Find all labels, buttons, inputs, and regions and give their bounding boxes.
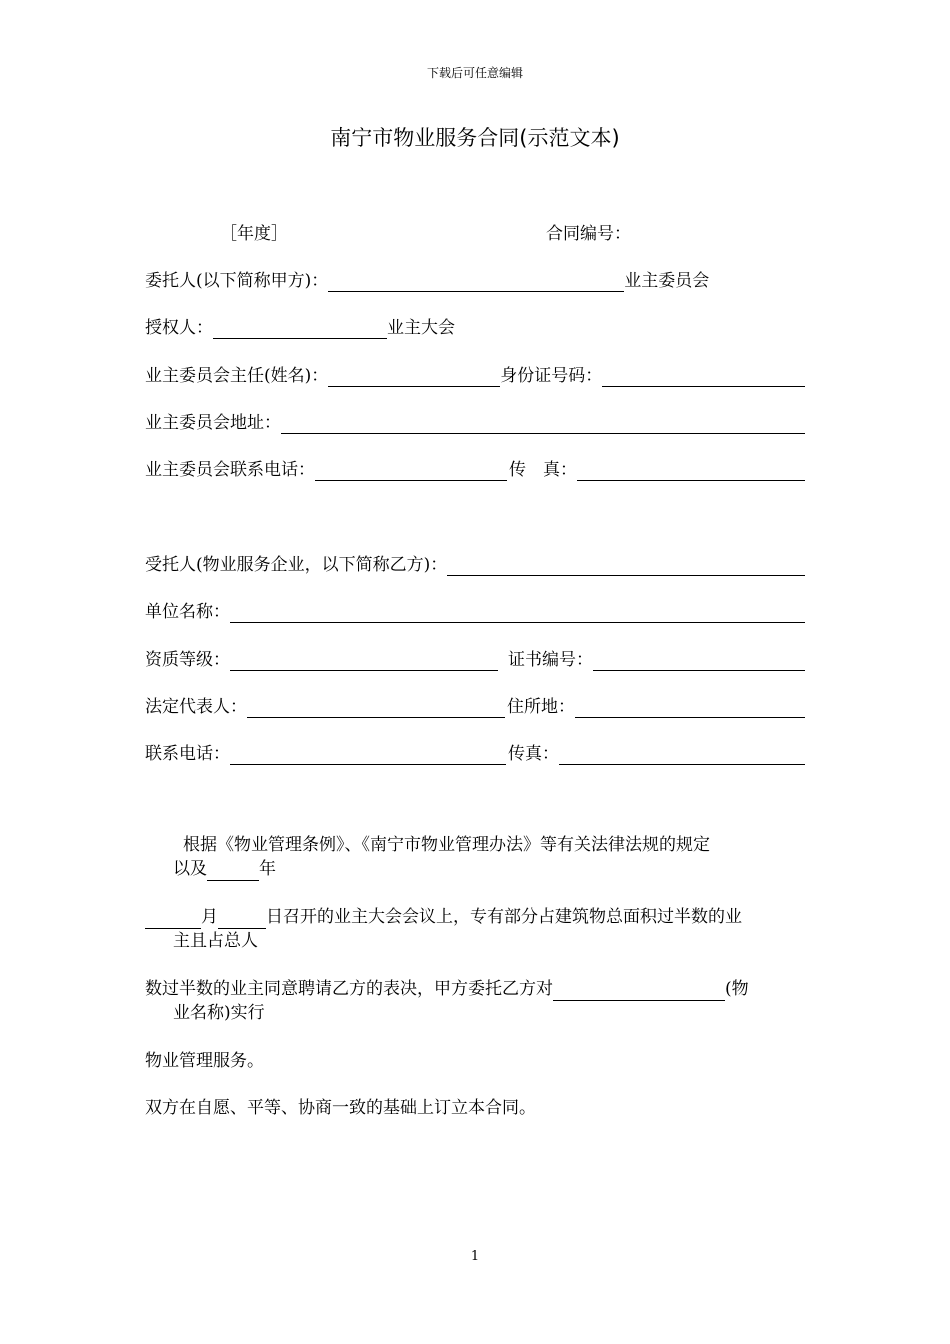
cert-number-label: 证书编号： <box>508 650 593 670</box>
residence-label: 住所地： <box>507 697 575 717</box>
paragraph-entrust <box>145 977 805 1001</box>
paragraph-entrust-cont-text: 业名称)实行 <box>173 1003 265 1023</box>
entrusting-party-label: 委托人(以下简称甲方)： <box>145 271 329 291</box>
committee-phone-field[interactable] <box>315 460 507 481</box>
contract-no-label: 合同编号： <box>546 224 631 244</box>
property-name-open: (物 <box>725 979 749 999</box>
residence-field[interactable] <box>575 697 805 718</box>
meeting-year-field[interactable] <box>207 862 259 881</box>
header-note: 下载后可任意编辑 <box>426 66 523 80</box>
id-number-field[interactable] <box>602 366 805 387</box>
paragraph-meeting-cont <box>145 929 805 953</box>
committee-fax-field[interactable] <box>577 460 805 481</box>
company-name-label: 单位名称： <box>145 602 230 622</box>
year-label: ［年度］ <box>220 224 288 244</box>
document-title: 南宁市物业服务合同(示范文本) <box>330 126 620 150</box>
trustee-field[interactable] <box>447 555 805 576</box>
meeting-month-field[interactable] <box>145 910 201 929</box>
committee-phone-label: 业主委员会联系电话： <box>145 460 315 480</box>
entrusting-party-field[interactable] <box>328 271 624 292</box>
paragraph-meeting <box>145 905 805 929</box>
legal-rep-field[interactable] <box>247 697 505 718</box>
cert-number-field[interactable] <box>593 650 805 671</box>
authorizer-label: 授权人： <box>145 318 213 338</box>
committee-address-label: 业主委员会地址： <box>145 413 281 433</box>
month-unit-label: 月 <box>201 907 218 927</box>
committee-address-line <box>145 408 805 434</box>
paragraph-entrust-text: 数过半数的业主同意聘请乙方的表决，甲方委托乙方对 <box>145 979 553 999</box>
paragraph-legal-basis-cont <box>145 857 805 881</box>
authorizer-field[interactable] <box>213 318 387 339</box>
authorizer-line <box>145 313 475 339</box>
qualification-field[interactable] <box>230 650 498 671</box>
paragraph-meeting-text: 日召开的业主大会会议上，专有部分占建筑物总面积过半数的业 <box>266 907 742 927</box>
qualification-line <box>145 645 805 671</box>
paragraph-service-text: 物业管理服务。 <box>145 1051 264 1071</box>
property-name-field[interactable] <box>553 982 725 1001</box>
paragraph-service <box>145 1049 805 1073</box>
qualification-label: 资质等级： <box>145 650 230 670</box>
paragraph-legal-basis-text: 根据《物业管理条例》、《南宁市物业管理办法》等有关法律法规的规定 <box>183 835 710 855</box>
authorizer-suffix: 业主大会 <box>387 318 455 338</box>
company-phone-field[interactable] <box>230 744 506 765</box>
paragraph-agreement <box>145 1096 805 1120</box>
id-number-label: 身份证号码： <box>500 366 603 386</box>
director-name-field[interactable] <box>328 366 500 387</box>
legal-rep-label: 法定代表人： <box>145 697 247 717</box>
company-fax-field[interactable] <box>559 744 805 765</box>
committee-fax-label: 传 真： <box>509 460 577 480</box>
paragraph-legal-basis <box>145 833 805 857</box>
company-fax-label: 传真： <box>508 744 559 764</box>
company-name-line <box>145 597 805 623</box>
company-phone-label: 联系电话： <box>145 744 230 764</box>
entrusting-party-suffix: 业主委员会 <box>624 271 710 291</box>
committee-address-field[interactable] <box>281 413 805 434</box>
company-phone-line <box>145 739 805 765</box>
paragraph-agreement-text: 双方在自愿、平等、协商一致的基础上订立本合同。 <box>145 1098 536 1118</box>
legal-rep-line <box>145 692 805 718</box>
page-number: 1 <box>470 1249 480 1264</box>
director-label: 业主委员会主任(姓名)： <box>145 366 329 386</box>
company-name-field[interactable] <box>230 602 805 623</box>
director-line <box>145 361 805 387</box>
committee-phone-line <box>145 455 805 481</box>
meeting-day-field[interactable] <box>218 910 266 929</box>
paragraph-yiji-text: 以及 <box>173 859 207 879</box>
paragraph-entrust-cont <box>145 1001 805 1025</box>
paragraph-meeting-cont-text: 主且占总人 <box>173 931 258 951</box>
entrusting-party-line <box>145 266 755 292</box>
trustee-line <box>145 550 805 576</box>
trustee-label: 受托人(物业服务企业，以下简称乙方)： <box>145 555 448 575</box>
year-unit-label: 年 <box>259 859 276 879</box>
